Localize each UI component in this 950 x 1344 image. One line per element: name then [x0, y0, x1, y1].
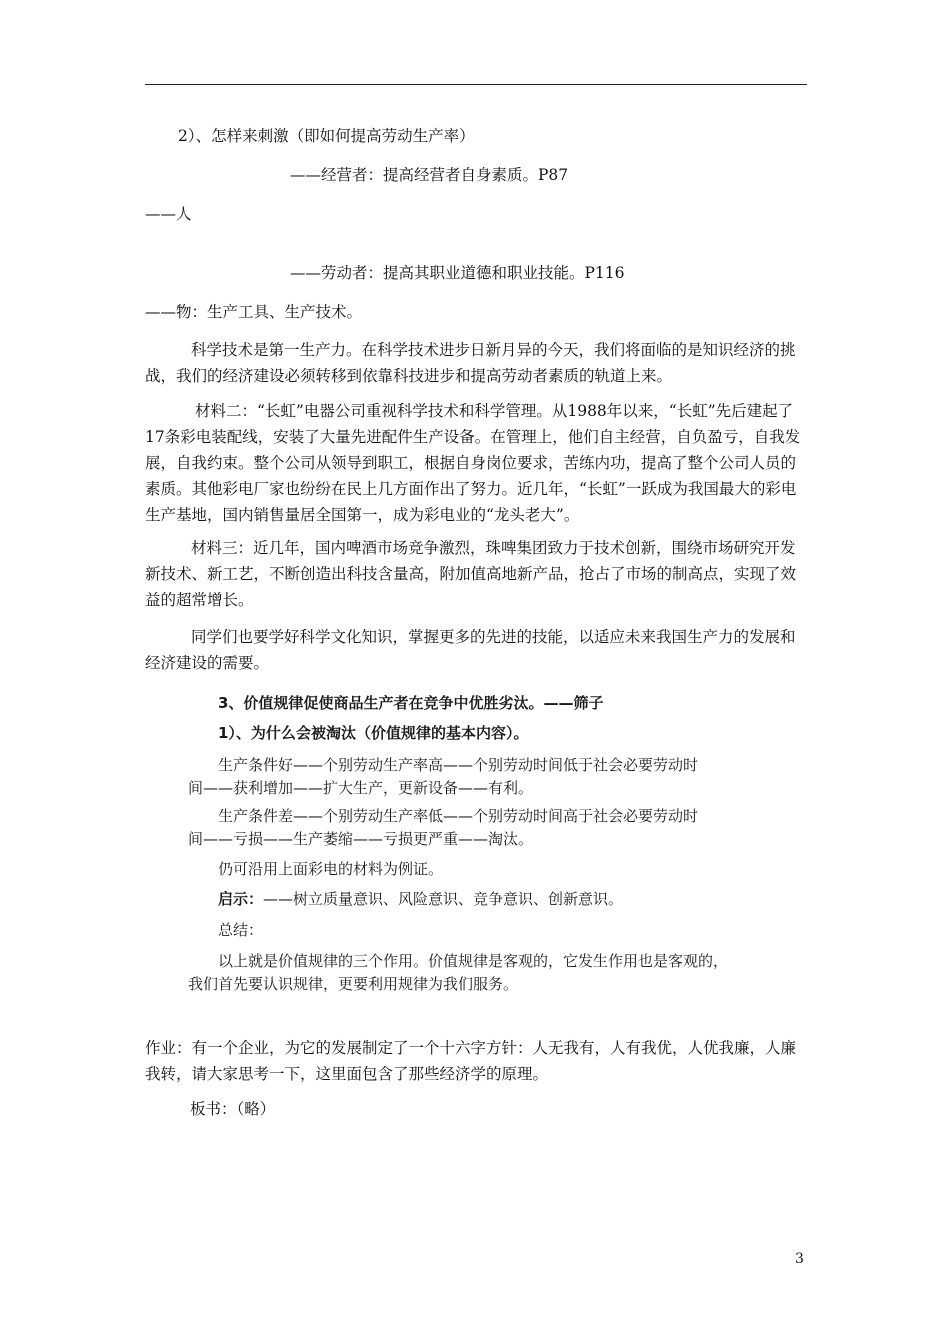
material-two: 材料二：“长虹”电器公司重视科学技术和科学管理。从1988年以来，“长虹”先后建起了17条彩电装配线，安装了大量先进配件生产设备。在管理上，他们自主经营，自负盈亏，自我发展，自我约束。整个公司从领导到职工，根据自身岗位要求，苦练内功，提高了整个公司人员的素质。其他彩电厂家也纷纷在民上几方面作出了努力。近几年，“长虹”一跃成为我国最大的彩电生产基地，国内销售量居全国第一，成为彩电业的“龙头老大”。 [145, 402, 801, 524]
board-note: 板书：（略） [190, 1100, 276, 1118]
line-things: ——物：生产工具、生产技术。 [145, 303, 363, 321]
summary-line2: 我们首先要认识规律，更要利用规律为我们服务。 [188, 975, 519, 993]
bad-conditions-line2: 间——亏损——生产萎缩——亏损更严重——淘汰。 [188, 830, 534, 848]
summary-label: 总结： [218, 921, 264, 939]
good-conditions-line1: 生产条件好——个别劳动生产率高——个别劳动时间低于社会必要劳动时 [218, 756, 699, 774]
summary-line1: 以上就是价值规律的三个作用。价值规律是客观的，它发生作用也是客观的， [218, 952, 729, 970]
insight-label: 启示： [218, 890, 264, 908]
page-number: 3 [795, 1251, 804, 1267]
section3-heading: 3、价值规律促使商品生产者在竞争中优胜劣汰。——筛子 [218, 694, 604, 712]
para-students: 同学们也要学好科学文化知识，掌握更多的先进的技能，以适应未来我国生产力的发展和经济建设的需要。 [145, 628, 796, 672]
line-worker: ——劳动者：提高其职业道德和职业技能。P116 [290, 264, 625, 282]
homework-paragraph: 作业：有一个企业，为它的发展制定了一个十六字方针：人无我有，人有我优，人优我廉，人廉我转，请大家思考一下，这里面包含了那些经济学的原理。 [145, 1039, 797, 1083]
bad-conditions-line1: 生产条件差——个别劳动生产率低——个别劳动时间高于社会必要劳动时 [218, 807, 699, 825]
insight-line [218, 888, 623, 910]
line-people: ——人 [145, 205, 192, 223]
material-three: 材料三：近几年，国内啤酒市场竞争激烈，珠啤集团致力于技术创新，围绕市场研究开发新技术、新工艺，不断创造出科技含量高，附加值高地新产品，抢占了市场的制高点，实现了效益的超常增长。 [145, 539, 797, 609]
good-conditions-line2: 间——获利增加——扩大生产，更新设备——有利。 [188, 779, 534, 797]
header-rule [145, 84, 807, 85]
para-science: 科学技术是第一生产力。在科学技术进步日新月异的今天，我们将面临的是知识经济的挑战，我们的经济建设必须转移到依靠科技进步和提高劳动者素质的轨道上来。 [145, 341, 796, 385]
line-operator: ——经营者：提高经营者自身素质。P87 [290, 166, 569, 184]
section3-subheading: 1）、为什么会被淘汰（价值规律的基本内容）。 [218, 724, 529, 742]
example-line: 仍可沿用上面彩电的材料为例证。 [218, 860, 444, 878]
insight-text: ——树立质量意识、风险意识、竞争意识、创新意识。 [263, 890, 624, 908]
section2-heading: 2）、怎样来刺激（即如何提高劳动生产率） [178, 127, 475, 145]
